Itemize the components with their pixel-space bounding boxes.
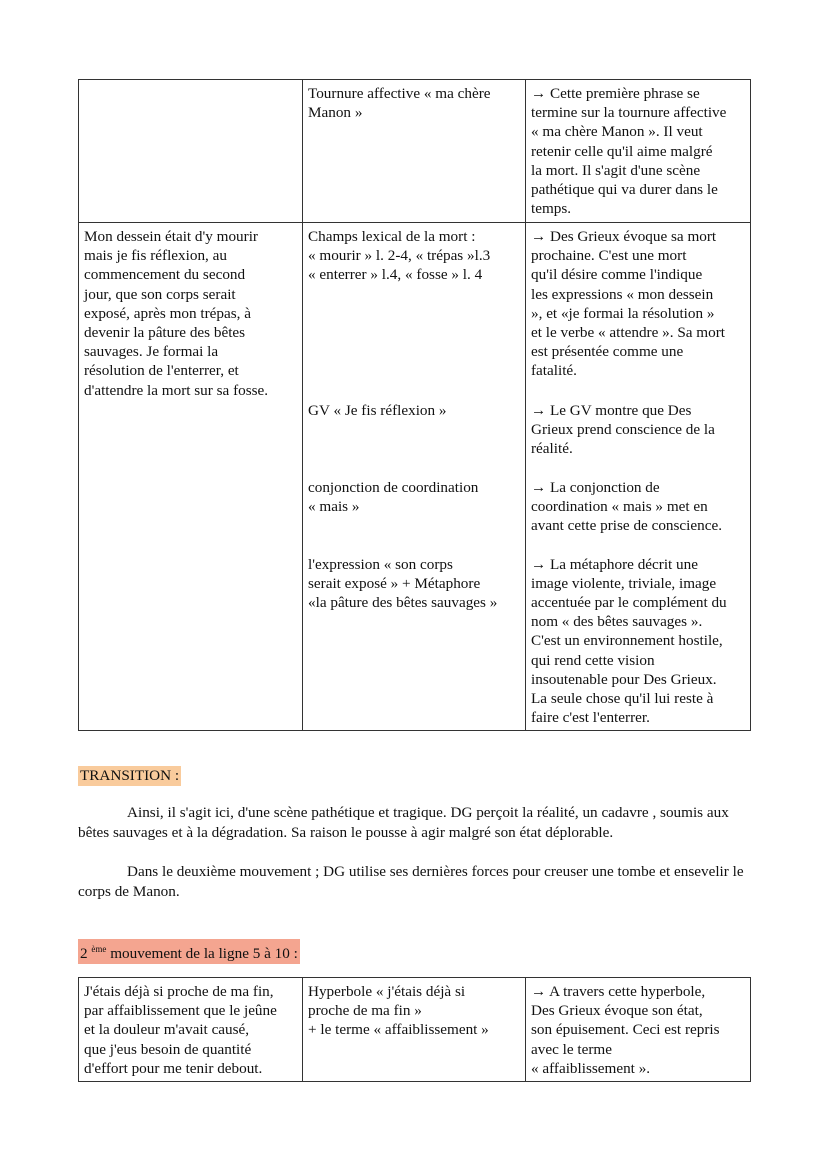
analysis-table-2: [78, 977, 751, 1082]
procede-cell: Tournure affective « ma chère Manon »: [303, 80, 526, 223]
movement-label: mouvement de la ligne 5 à 10 :: [106, 945, 298, 962]
procede-cell: conjonction de coordination « mais »: [303, 474, 526, 551]
table-row: [79, 80, 751, 223]
interpretation-cell: → Des Grieux évoque sa mort prochaine. C'est une mort qu'il désire comme l'indique les expressions « mon dessein », et «je formai la résolution » et le verbe « attendre ». Sa mort est présentée comme une fatalité.: [526, 223, 751, 397]
interpretation-cell: → Cette première phrase se termine sur la tournure affective « ma chère Manon ». Il veut retenir celle qu'il aime malgré la mort. Il s'agit d'une scène pathétique qui va durer dans le temps.: [526, 80, 751, 223]
movement-number: 2: [80, 945, 88, 962]
transition-paragraph: Ainsi, il s'agit ici, d'une scène pathétique et tragique. DG perçoit la réalité, un cadavre , soumis aux bêtes sauvages et à la dégradation. Sa raison le pousse à agir malgré son état déplorable.: [78, 804, 729, 841]
procede-cell: l'expression « son corps serait exposé » + Métaphore «la pâture des bêtes sauvages »: [303, 551, 526, 731]
procede-cell: Hyperbole « j'étais déjà si proche de ma fin » + le terme « affaiblissement »: [303, 978, 526, 1082]
text-cell: Mon dessein était d'y mourir mais je fis réflexion, au commencement du second jour, que son corps serait exposé, après mon trépas, à devenir la pâture des bêtes sauvages. Je formai la résolution de l'enterrer, et d'attendre la mort sur sa fosse.: [79, 223, 303, 731]
text-cell: [79, 80, 303, 223]
table-row: [79, 978, 751, 1082]
procede-cell: Champs lexical de la mort : « mourir » l. 2-4, « trépas »l.3 « enterrer » l.4, « fosse » l. 4: [303, 223, 526, 397]
procede-cell: GV « Je fis réflexion »: [303, 397, 526, 474]
movement-heading: [78, 939, 300, 964]
table-row: [79, 223, 751, 397]
movement-ordinal: ème: [91, 944, 107, 954]
interpretation-cell: → Le GV montre que Des Grieux prend conscience de la réalité.: [526, 397, 751, 474]
transition-heading: TRANSITION :: [80, 767, 180, 784]
interpretation-cell: → A travers cette hyperbole, Des Grieux évoque son état, son épuisement. Ceci est repris avec le terme « affaiblissement ».: [526, 978, 751, 1082]
interpretation-cell: → La conjonction de coordination « mais » met en avant cette prise de conscience.: [526, 474, 751, 551]
interpretation-cell: → La métaphore décrit une image violente, triviale, image accentuée par le complément du nom « des bêtes sauvages ». C'est un environnement hostile, qui rend cette vision insoutenable pour Des Grieux. La seule chose qu'il lui reste à faire c'est l'enterrer.: [526, 551, 751, 731]
analysis-table-1: [78, 79, 751, 731]
transition-paragraph: Dans le deuxième mouvement ; DG utilise ses dernières forces pour creuser une tombe et ensevelir le corps de Manon.: [78, 863, 744, 900]
text-cell: J'étais déjà si proche de ma fin, par affaiblissement que le jeûne et la douleur m'avait causé, que j'eus besoin de quantité d'effort pour me tenir debout.: [79, 978, 303, 1082]
